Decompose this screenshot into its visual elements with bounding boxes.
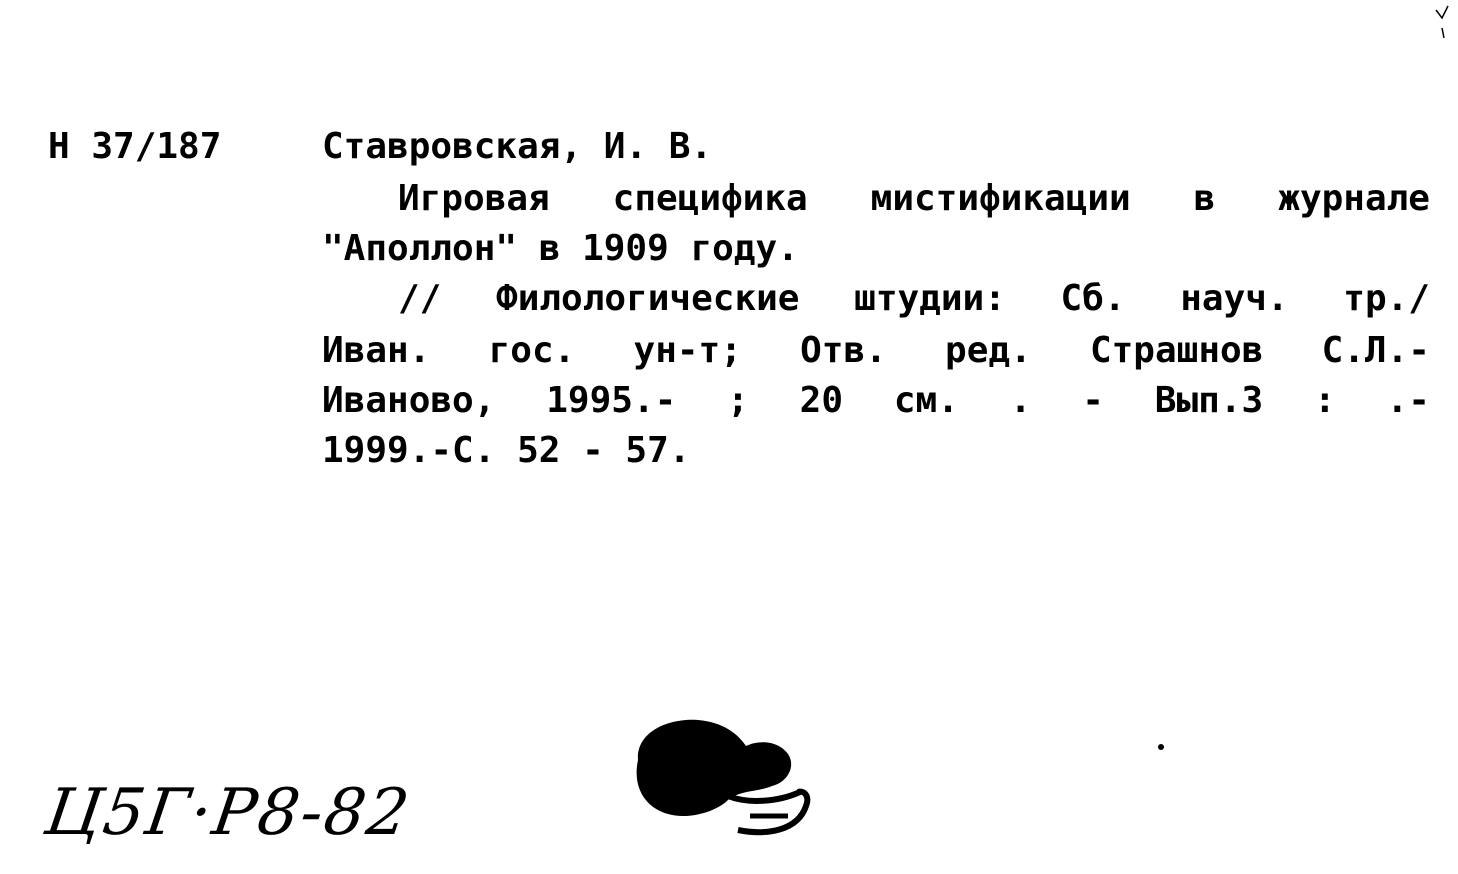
source-word: Иваново, xyxy=(322,380,496,421)
source-word: см. xyxy=(893,380,959,421)
source-word: тр./ xyxy=(1343,278,1430,319)
source-word: .- xyxy=(1386,380,1430,421)
library-stamp xyxy=(628,712,818,842)
handwritten-note: Ц5Г·Р8-82 xyxy=(40,776,416,850)
source-word: ун-т; xyxy=(633,330,742,371)
source-word: Страшнов xyxy=(1089,330,1264,371)
source-word: . xyxy=(1009,380,1032,421)
ink-dot xyxy=(1158,744,1164,750)
source-word: науч. xyxy=(1180,278,1289,319)
title-word: в xyxy=(1193,178,1216,219)
source-word: 1995.- xyxy=(546,380,677,421)
source-line-2 xyxy=(322,330,1430,371)
source-word: : xyxy=(1314,380,1336,421)
source-word: Сб. xyxy=(1060,278,1126,319)
source-word: 20 xyxy=(799,380,844,421)
title-word: Игровая xyxy=(398,178,550,219)
title-word: мистификации xyxy=(870,178,1131,219)
source-word: ; xyxy=(727,380,749,421)
source-word: гос. xyxy=(488,330,576,371)
title-line-1 xyxy=(398,178,1430,219)
source-line-3 xyxy=(322,380,1430,421)
source-word: Отв. xyxy=(800,330,887,371)
source-word: // xyxy=(398,278,442,319)
author-name: Ставровская, И. В. xyxy=(322,126,713,167)
source-word: Иван. xyxy=(322,330,431,371)
title-line-2: "Аполлон" в 1909 году. xyxy=(322,228,799,269)
source-word: Филологические xyxy=(496,278,800,319)
source-word: Вып.3 xyxy=(1154,380,1264,421)
source-word: - xyxy=(1082,380,1104,421)
source-word: штудии: xyxy=(854,278,1006,319)
title-word: журнале xyxy=(1278,178,1430,219)
source-line-1 xyxy=(398,278,1430,319)
source-line-4: 1999.-С. 52 - 57. xyxy=(322,430,691,471)
source-word: ред. xyxy=(945,330,1032,371)
source-word: С.Л.- xyxy=(1321,330,1430,371)
corner-mark xyxy=(1432,2,1452,42)
title-word: специфика xyxy=(612,178,808,219)
shelfmark: Н 37/187 xyxy=(48,126,222,167)
